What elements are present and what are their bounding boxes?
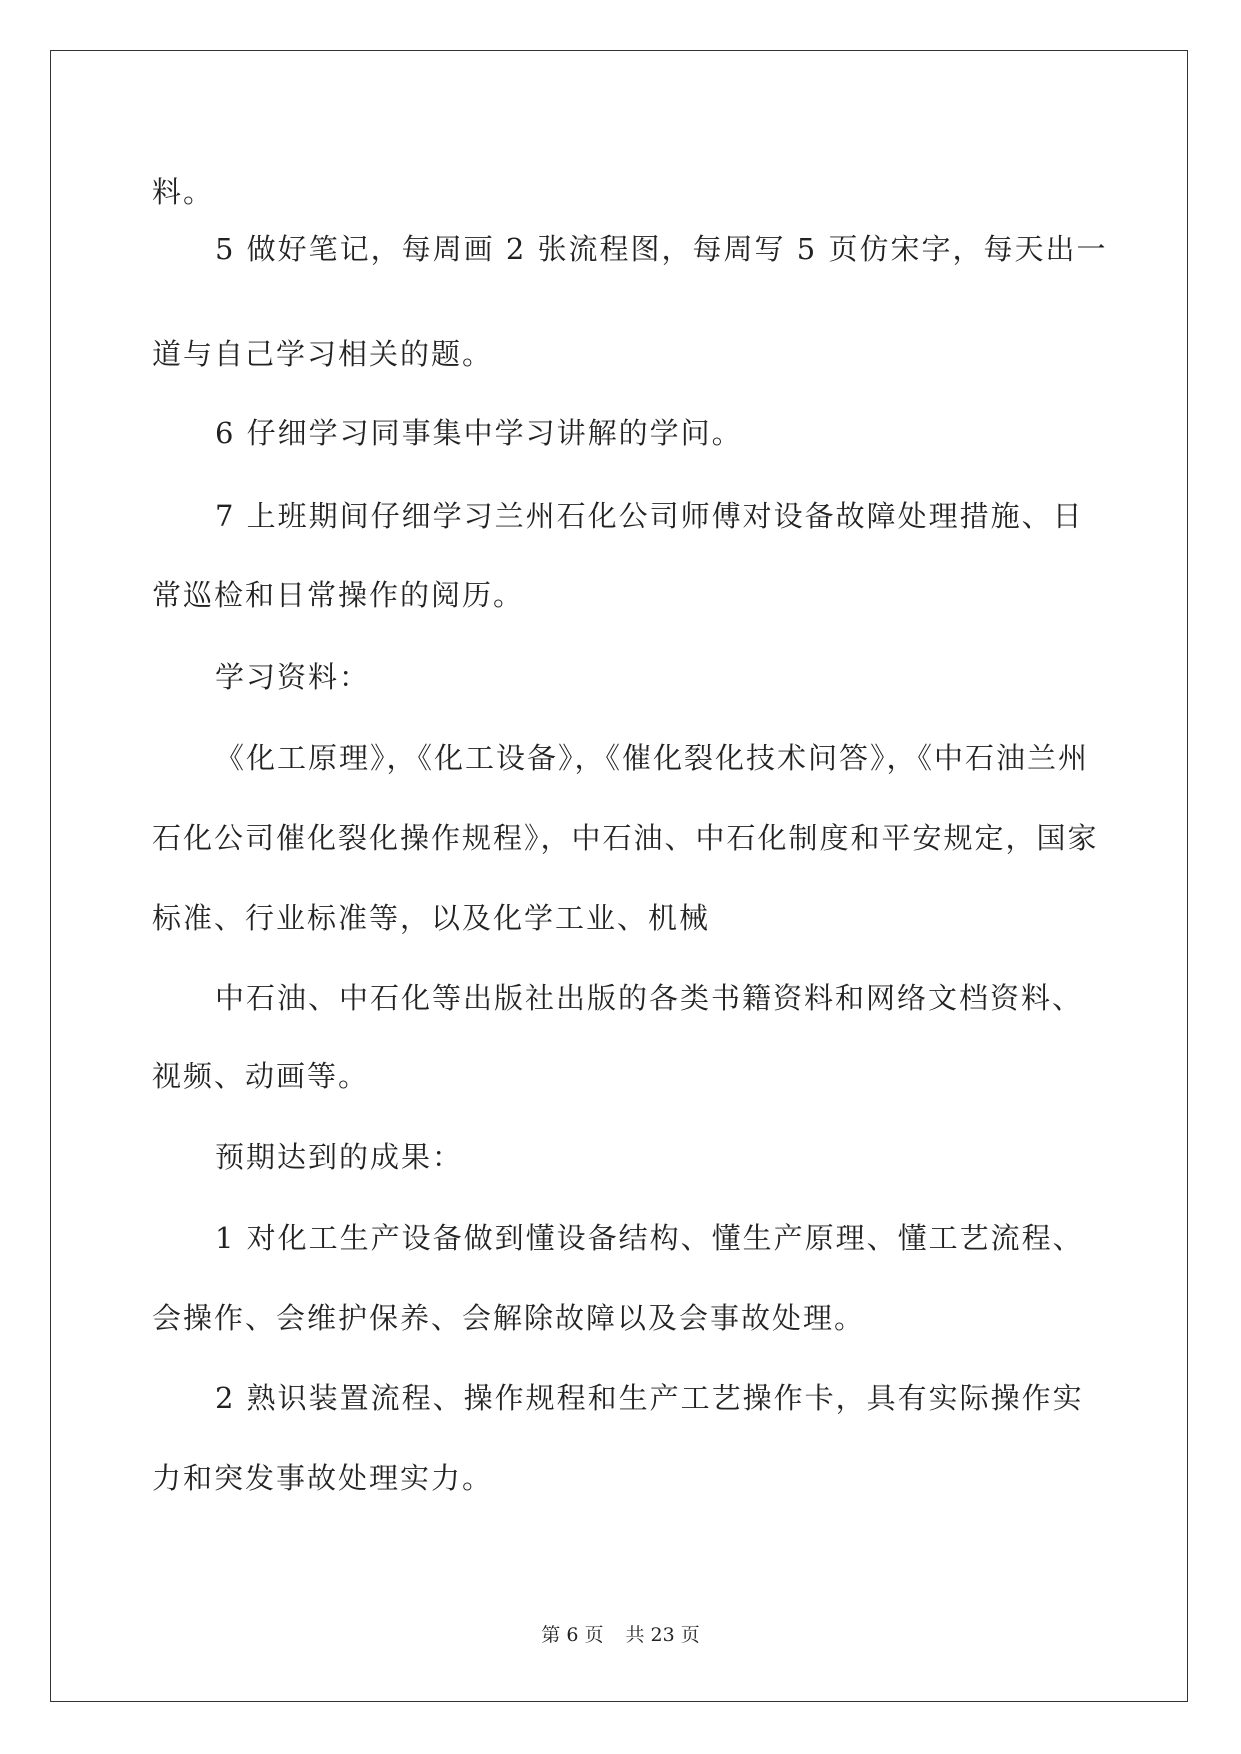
- text-line: 5 做好笔记，每周画 2 张流程图，每周写 5 页仿宋字，每天出一: [215, 232, 1108, 266]
- text-line: 道与自己学习相关的题。: [152, 337, 494, 371]
- text-line: 6 仔细学习同事集中学习讲解的学问。: [215, 416, 743, 450]
- text-line: 1 对化工生产设备做到懂设备结构、懂生产原理、懂工艺流程、: [215, 1221, 1084, 1255]
- text-line: 2 熟识装置流程、操作规程和生产工艺操作卡，具有实际操作实: [215, 1381, 1084, 1415]
- page-total: 共 23 页: [625, 1624, 700, 1646]
- text-line: 标准、行业标准等，以及化学工业、机械: [152, 901, 711, 935]
- page-footer: [0, 1623, 1241, 1647]
- text-line: 《化工原理》，《化工设备》，《催化裂化技术问答》，《中石油兰州: [215, 741, 1090, 775]
- text-line: 会操作、会维护保养、会解除故障以及会事故处理。: [152, 1301, 866, 1335]
- text-line: 料。: [152, 175, 215, 209]
- page-number: 第 6 页: [541, 1624, 604, 1646]
- text-line: 常巡检和日常操作的阅历。: [152, 578, 525, 612]
- page-border: [50, 50, 1188, 1702]
- text-line: 学习资料：: [215, 660, 371, 694]
- text-line: 预期达到的成果：: [215, 1140, 464, 1174]
- text-line: 中石油、中石化等出版社出版的各类书籍资料和网络文档资料、: [215, 981, 1084, 1015]
- text-line: 视频、动画等。: [152, 1059, 370, 1093]
- text-line: 7 上班期间仔细学习兰州石化公司师傅对设备故障处理措施、日: [215, 499, 1084, 533]
- text-line: 力和突发事故处理实力。: [152, 1461, 494, 1495]
- text-line: 石化公司催化裂化操作规程》，中石油、中石化制度和平安规定，国家: [152, 821, 1099, 855]
